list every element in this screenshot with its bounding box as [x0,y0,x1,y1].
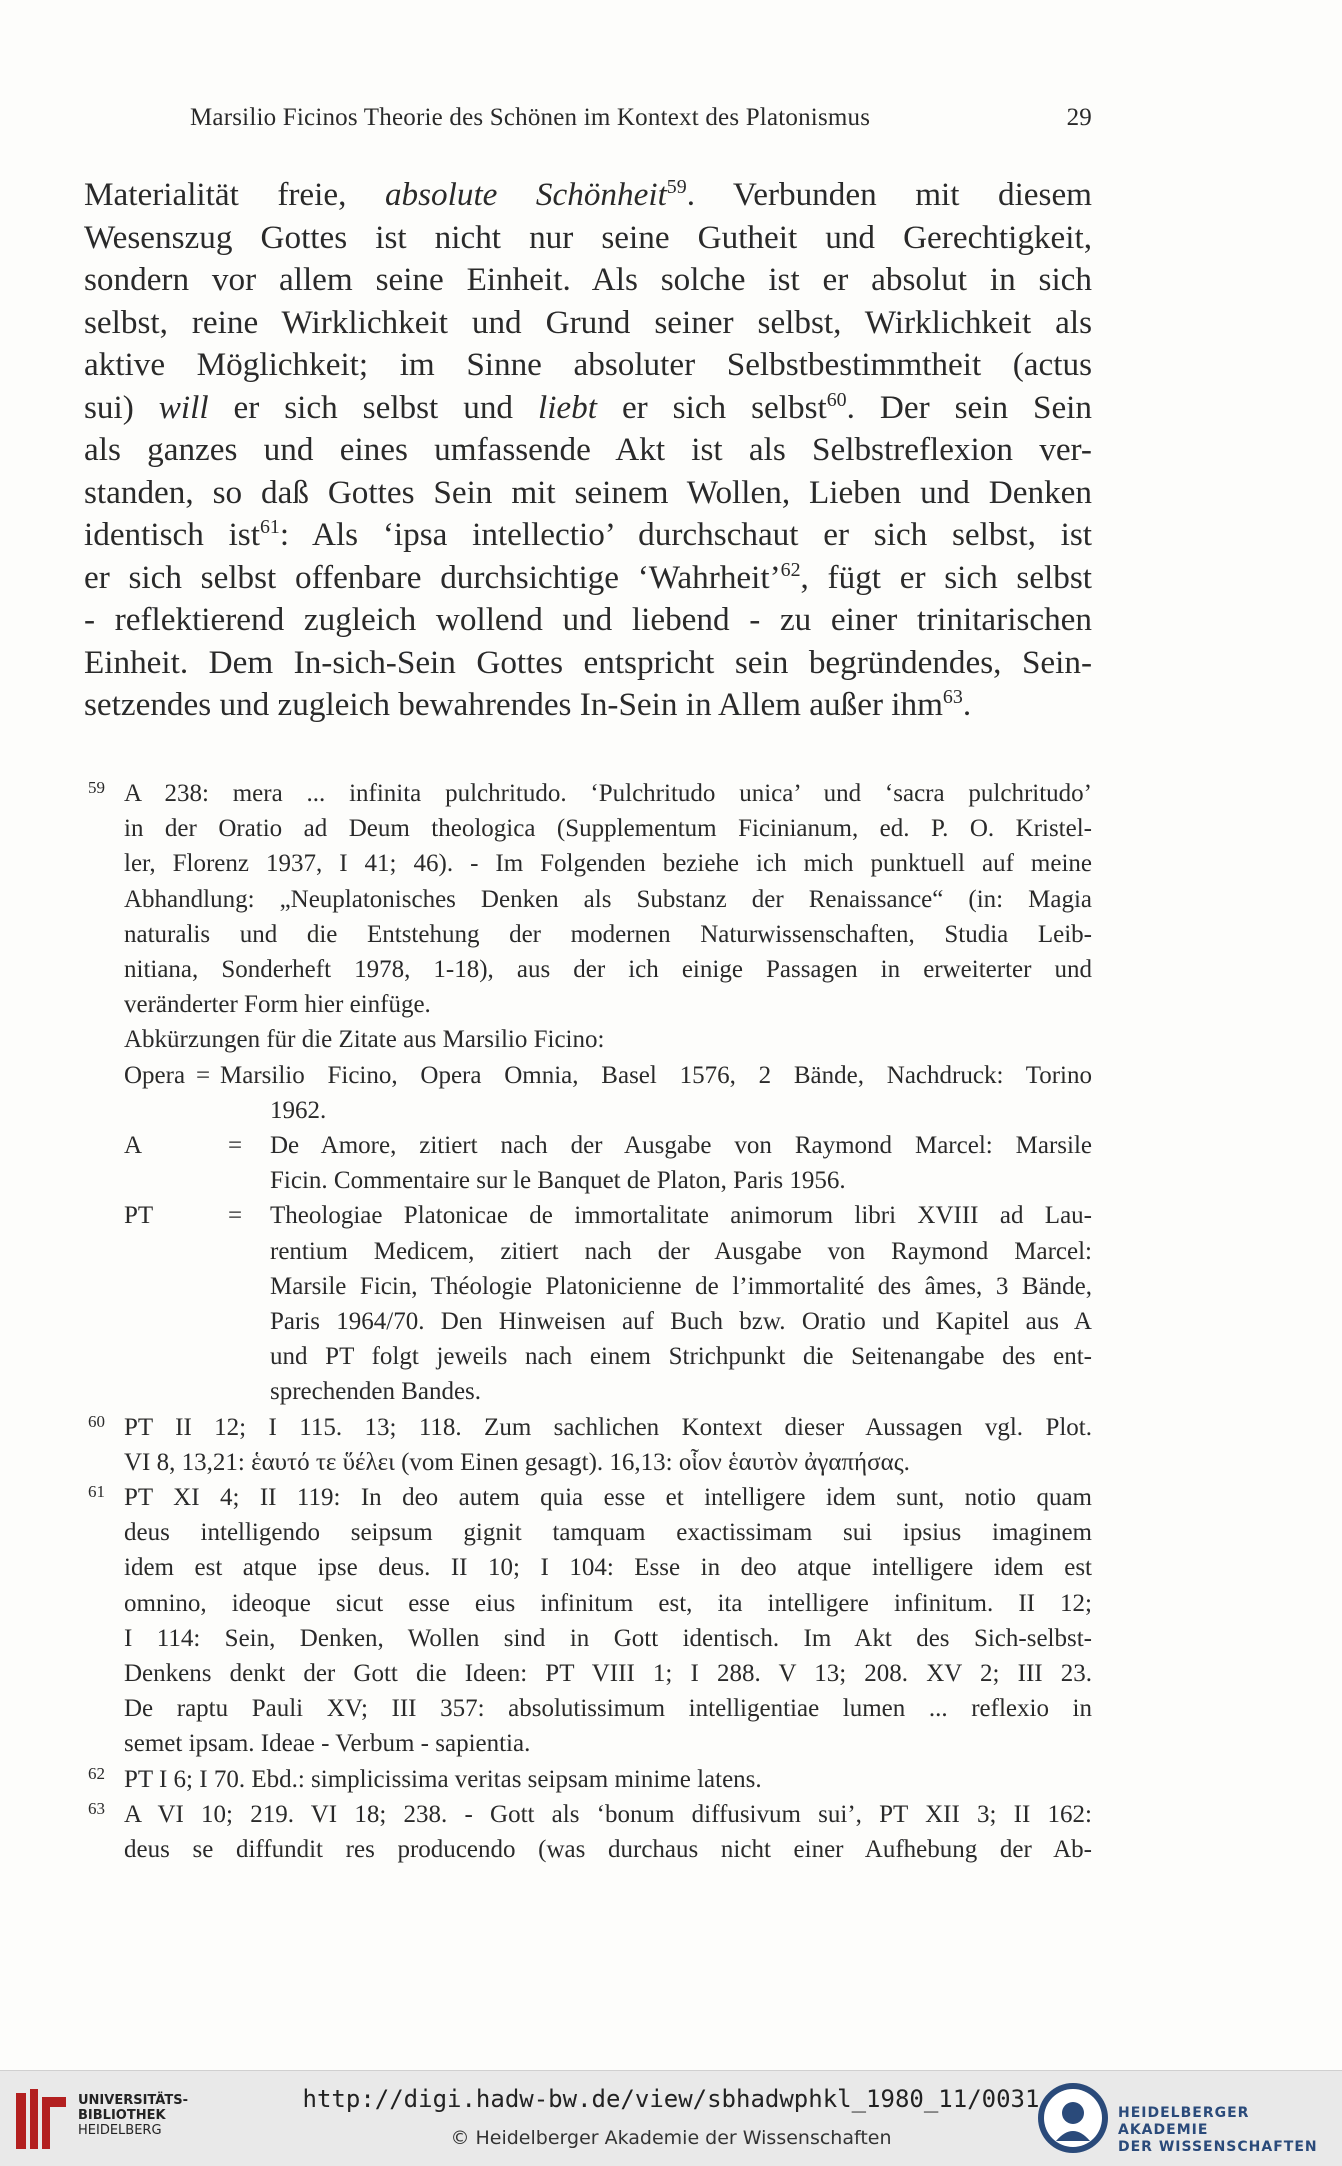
body-line: - reflektierend zugleich wollend und liebend - zu einer trinitarischen [84,601,1092,638]
footnote-ref: 63 [942,685,963,708]
academy-name: HEIDELBERGER AKADEMIE DER WISSENSCHAFTEN [1118,2105,1318,2155]
abbreviation-text: sprechenden Bandes. [270,1378,482,1406]
digitization-footer [0,2070,1342,2166]
main-text [84,174,1092,727]
footnotes [84,776,1092,1867]
footnote-ref: 60 [826,388,847,411]
academy-seal-icon [1036,2081,1110,2155]
footnote-line: PT I 6; I 70. Ebd.: simplicissima veritas seipsam minime latens. [124,1765,762,1793]
abbreviation-text: rentium Medicem, zitiert nach der Ausgabe von Raymond Marcel: [270,1237,1092,1265]
abbreviation-text: 1962. [270,1096,327,1124]
running-header [190,104,1092,138]
permalink-url[interactable]: http://digi.hadw-bw.de/view/sbhadwphkl_1980_11/0031 [302,2085,1040,2113]
footnote-line: I 114: Sein, Denken, Wollen sind in Gott identisch. Im Akt des Sich-selbst- [124,1624,1092,1652]
body-line: Einheit. Dem In-sich-Sein Gottes entspricht sein begründendes, Sein- [84,643,1092,681]
footnote-line: veränderter Form hier einfüge. [124,991,431,1019]
running-title: Marsilio Ficinos Theorie des Schönen im Kontext des Platonismus [190,104,871,131]
footnote-line: Abhandlung: „Neuplatonisches Denken als Substanz der Renaissance“ (in: Magia [124,885,1092,913]
footnote-ref: 62 [780,558,801,581]
abbreviation-text: Theologiae Platonicae de immortalitate animorum libri XVIII ad Lau- [270,1202,1092,1230]
abbreviation-text: Ficin. Commentaire sur le Banquet de Platon, Paris 1956. [270,1167,846,1195]
footnote-line: A 238: mera ... infinita pulchritudo. ‘Pulchritudo unica’ und ‘sacra pulchritudo’ [124,780,1092,807]
footnote-line: VI 8, 13,21: ἑαυτό τε ὕέλει (vom Einen gesagt). 16,13: οἷον ἑαυτὸν ἀγαπήσας. [124,1448,910,1476]
footnote-line: ler, Florenz 1937, I 41; 46). - Im Folgenden beziehe ich mich punktuell auf meine [124,850,1092,878]
footnote-line: omnino, ideoque sicut esse eius infinitum est, ita intelligere infinitum. II 12; [124,1589,1092,1617]
abbreviation-key: A [124,1132,143,1160]
footnote-line: A VI 10; 219. VI 18; 238. - Gott als ‘bonum diffusivum sui’, PT XII 3; II 162: [124,1800,1092,1828]
footnote-line: De raptu Pauli XV; III 357: absolutissimum intelligentiae lumen ... reflexio in [124,1695,1092,1723]
footnote-number: 61 [88,1482,105,1502]
abbreviation-equals: = [228,1132,243,1160]
abbreviation-opera [84,1058,1092,1128]
abbreviation-text: und PT folgt jeweils nach einem Strichpunkt die Seitenangabe des ent- [270,1343,1092,1371]
footnote-line: idem est atque ipse deus. II 10; I 104: Esse in deo atque intelligere idem est [124,1554,1092,1582]
abbreviation-text: Marsile Ficin, Théologie Platonicienne de l’immortalité des âmes, 3 Bände, [270,1272,1092,1300]
footnote-number: 60 [88,1411,105,1431]
body-line: selbst, reine Wirklichkeit und Grund seiner selbst, Wirklichkeit als [84,303,1092,341]
abbreviations-intro: Abkürzungen für die Zitate aus Marsilio Ficino: [124,1026,605,1054]
abbreviation-key: Opera [124,1061,186,1089]
abbreviation-text: Marsilio Ficino, Opera Omnia, Basel 1576, 2 Bände, Nachdruck: Torino [220,1061,1092,1089]
body-line: sui) will er sich selbst und liebt er sich selbst$^{60}$. Der sein Sein [84,388,1092,426]
university-library-name: UNIVERSITÄTS- BIBLIOTHEK HEIDELBERG [78,2093,188,2138]
body-line: Wesenszug Gottes ist nicht nur seine Gutheit und Gerechtigkeit, [84,218,1092,256]
footnote-line: PT XI 4; II 119: In deo autem quia esse et intelligere idem sunt, notio quam [124,1484,1092,1512]
footnote-61 [84,1480,1092,1762]
body-line: setzendes und zugleich bewahrendes In-Sein in Allem außer ihm$^{63}$. [84,685,972,723]
copyright-notice: © Heidelberger Akademie der Wissenschaften [450,2127,892,2149]
abbreviation-a [84,1128,1092,1198]
footnote-number: 63 [88,1798,105,1818]
footnote-60 [84,1410,1092,1480]
footnote-62 [84,1762,1092,1797]
abbreviation-text: Paris 1964/70. Den Hinweisen auf Buch bzw. Oratio und Kapitel aus A [270,1308,1092,1336]
body-line: er sich selbst offenbare durchsichtige ‘Wahrheit’$^{62}$, fügt er sich selbst [84,558,1092,596]
abbreviation-equals: = [228,1202,243,1230]
footnote-line: PT II 12; I 115. 13; 118. Zum sachlichen Kontext dieser Aussagen vgl. Plot. [124,1413,1092,1441]
footnote-line: semet ipsam. Ideae - Verbum - sapientia. [124,1730,531,1758]
footnote-line: nitiana, Sonderheft 1978, 1-18), aus der ich einige Passagen in erweiterter und [124,956,1092,984]
footnote-ref: 61 [259,515,280,538]
body-line: standen, so daß Gottes Sein mit seinem Wollen, Lieben und Denken [84,473,1092,511]
footnote-line: deus intelligendo seipsum gignit tamquam exactissimam sui ipsius imaginem [124,1519,1092,1547]
footnote-line: deus se diffundit res producendo (was durchaus nicht einer Aufhebung der Ab- [124,1836,1092,1864]
page-number: 29 [1066,104,1092,131]
footnote-line: naturalis und die Entstehung der modernen Naturwissenschaften, Studia Leib- [124,920,1092,948]
footnote-63 [84,1797,1092,1867]
abbreviation-text: De Amore, zitiert nach der Ausgabe von Raymond Marcel: Marsile [270,1132,1092,1160]
abbreviation-equals: = [196,1061,211,1089]
body-line: als ganzes und eines umfassende Akt ist als Selbstreflexion ver- [84,431,1092,468]
footnote-line: Denkens denkt der Gott die Ideen: PT VIII 1; I 288. V 13; 208. XV 2; III 23. [124,1660,1092,1688]
abbreviation-pt [84,1198,1092,1409]
body-line: aktive Möglichkeit; im Sinne absoluter Selbstbestimmtheit (actus [84,346,1092,383]
body-line: identisch ist$^{61}$: Als ‘ipsa intellectio’ durchschaut er sich selbst, ist [84,515,1092,553]
footnote-number: 62 [88,1763,105,1783]
body-line: Materialität freie, absolute Schönheit$^{59}$. Verbunden mit diesem [84,175,1092,213]
footnote-ref: 59 [666,175,687,198]
body-line: sondern vor allem seine Einheit. Als solche ist er absolut in sich [84,261,1092,298]
footnote-59 [84,776,1092,1058]
footnote-line: in der Oratio ad Deum theologica (Supplementum Ficinianum, ed. P. O. Kristel- [124,815,1092,843]
abbreviation-key: PT [124,1202,154,1230]
footnote-number: 59 [88,778,105,797]
